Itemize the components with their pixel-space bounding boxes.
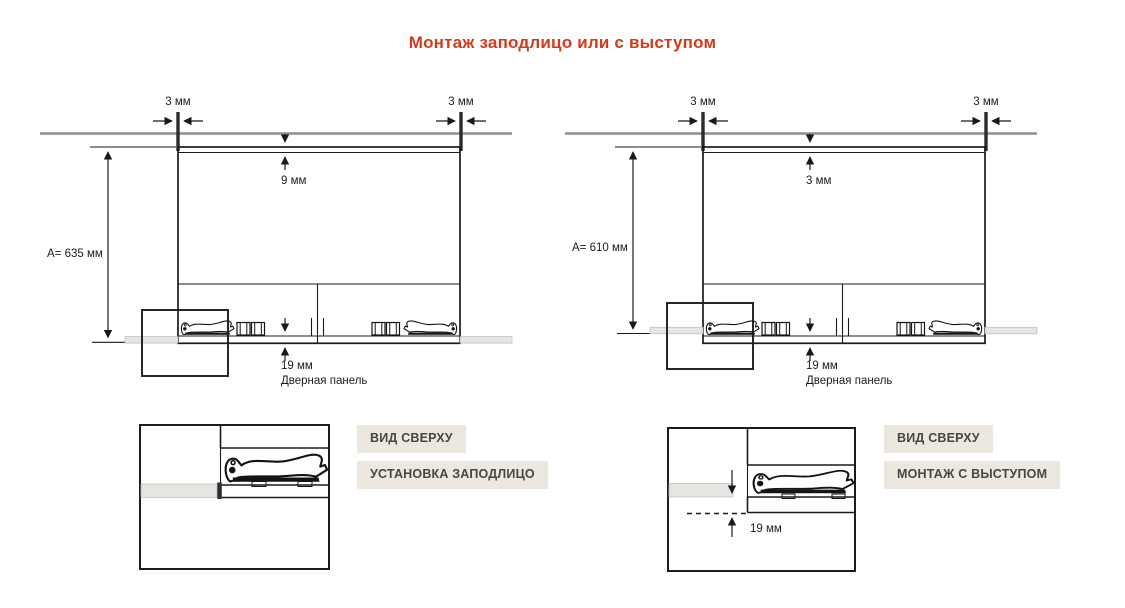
counter-left	[650, 327, 703, 334]
left-elevation-diagram	[40, 96, 512, 387]
dim-panel-thickness: 19 мм	[281, 360, 313, 372]
chip-right-mode: МОНТАЖ С ВЫСТУПОМ	[884, 461, 1060, 489]
counter-top-view	[669, 484, 733, 498]
dim-detail-protrusion: 19 мм	[750, 523, 782, 535]
detail-frame	[668, 428, 855, 571]
appliance-front	[703, 147, 985, 343]
left-detail-view	[140, 425, 329, 569]
dim-niche-height: A= 635 мм	[47, 248, 103, 260]
dim-top-gap: 3 мм	[806, 175, 832, 187]
counter-left	[125, 337, 178, 344]
counter-right	[460, 337, 512, 344]
panel-caption: Дверная панель	[806, 375, 893, 387]
chip-left-mode: УСТАНОВКА ЗАПОДЛИЦО	[357, 461, 548, 489]
panel-caption: Дверная панель	[281, 375, 368, 387]
counter-top-view	[141, 484, 217, 498]
panel-edge	[217, 483, 222, 500]
page-title: Монтаж заподлицо или с выступом	[408, 33, 717, 52]
dim-side-gap-left: 3 мм	[165, 96, 191, 108]
dim-side-gap-left: 3 мм	[690, 96, 716, 108]
counter-right	[985, 327, 1037, 334]
dim-top-gap: 9 мм	[281, 175, 307, 187]
chip-left-top-view: ВИД СВЕРХУ	[357, 425, 466, 453]
dim-panel-thickness: 19 мм	[806, 360, 838, 372]
right-elevation-diagram	[565, 96, 1037, 387]
appliance-front	[178, 147, 460, 343]
chip-right-top-view: ВИД СВЕРХУ	[884, 425, 993, 453]
dim-side-gap-right: 3 мм	[973, 96, 999, 108]
dim-side-gap-right: 3 мм	[448, 96, 474, 108]
dim-niche-height: A= 610 мм	[572, 242, 628, 254]
right-detail-view	[668, 428, 855, 571]
